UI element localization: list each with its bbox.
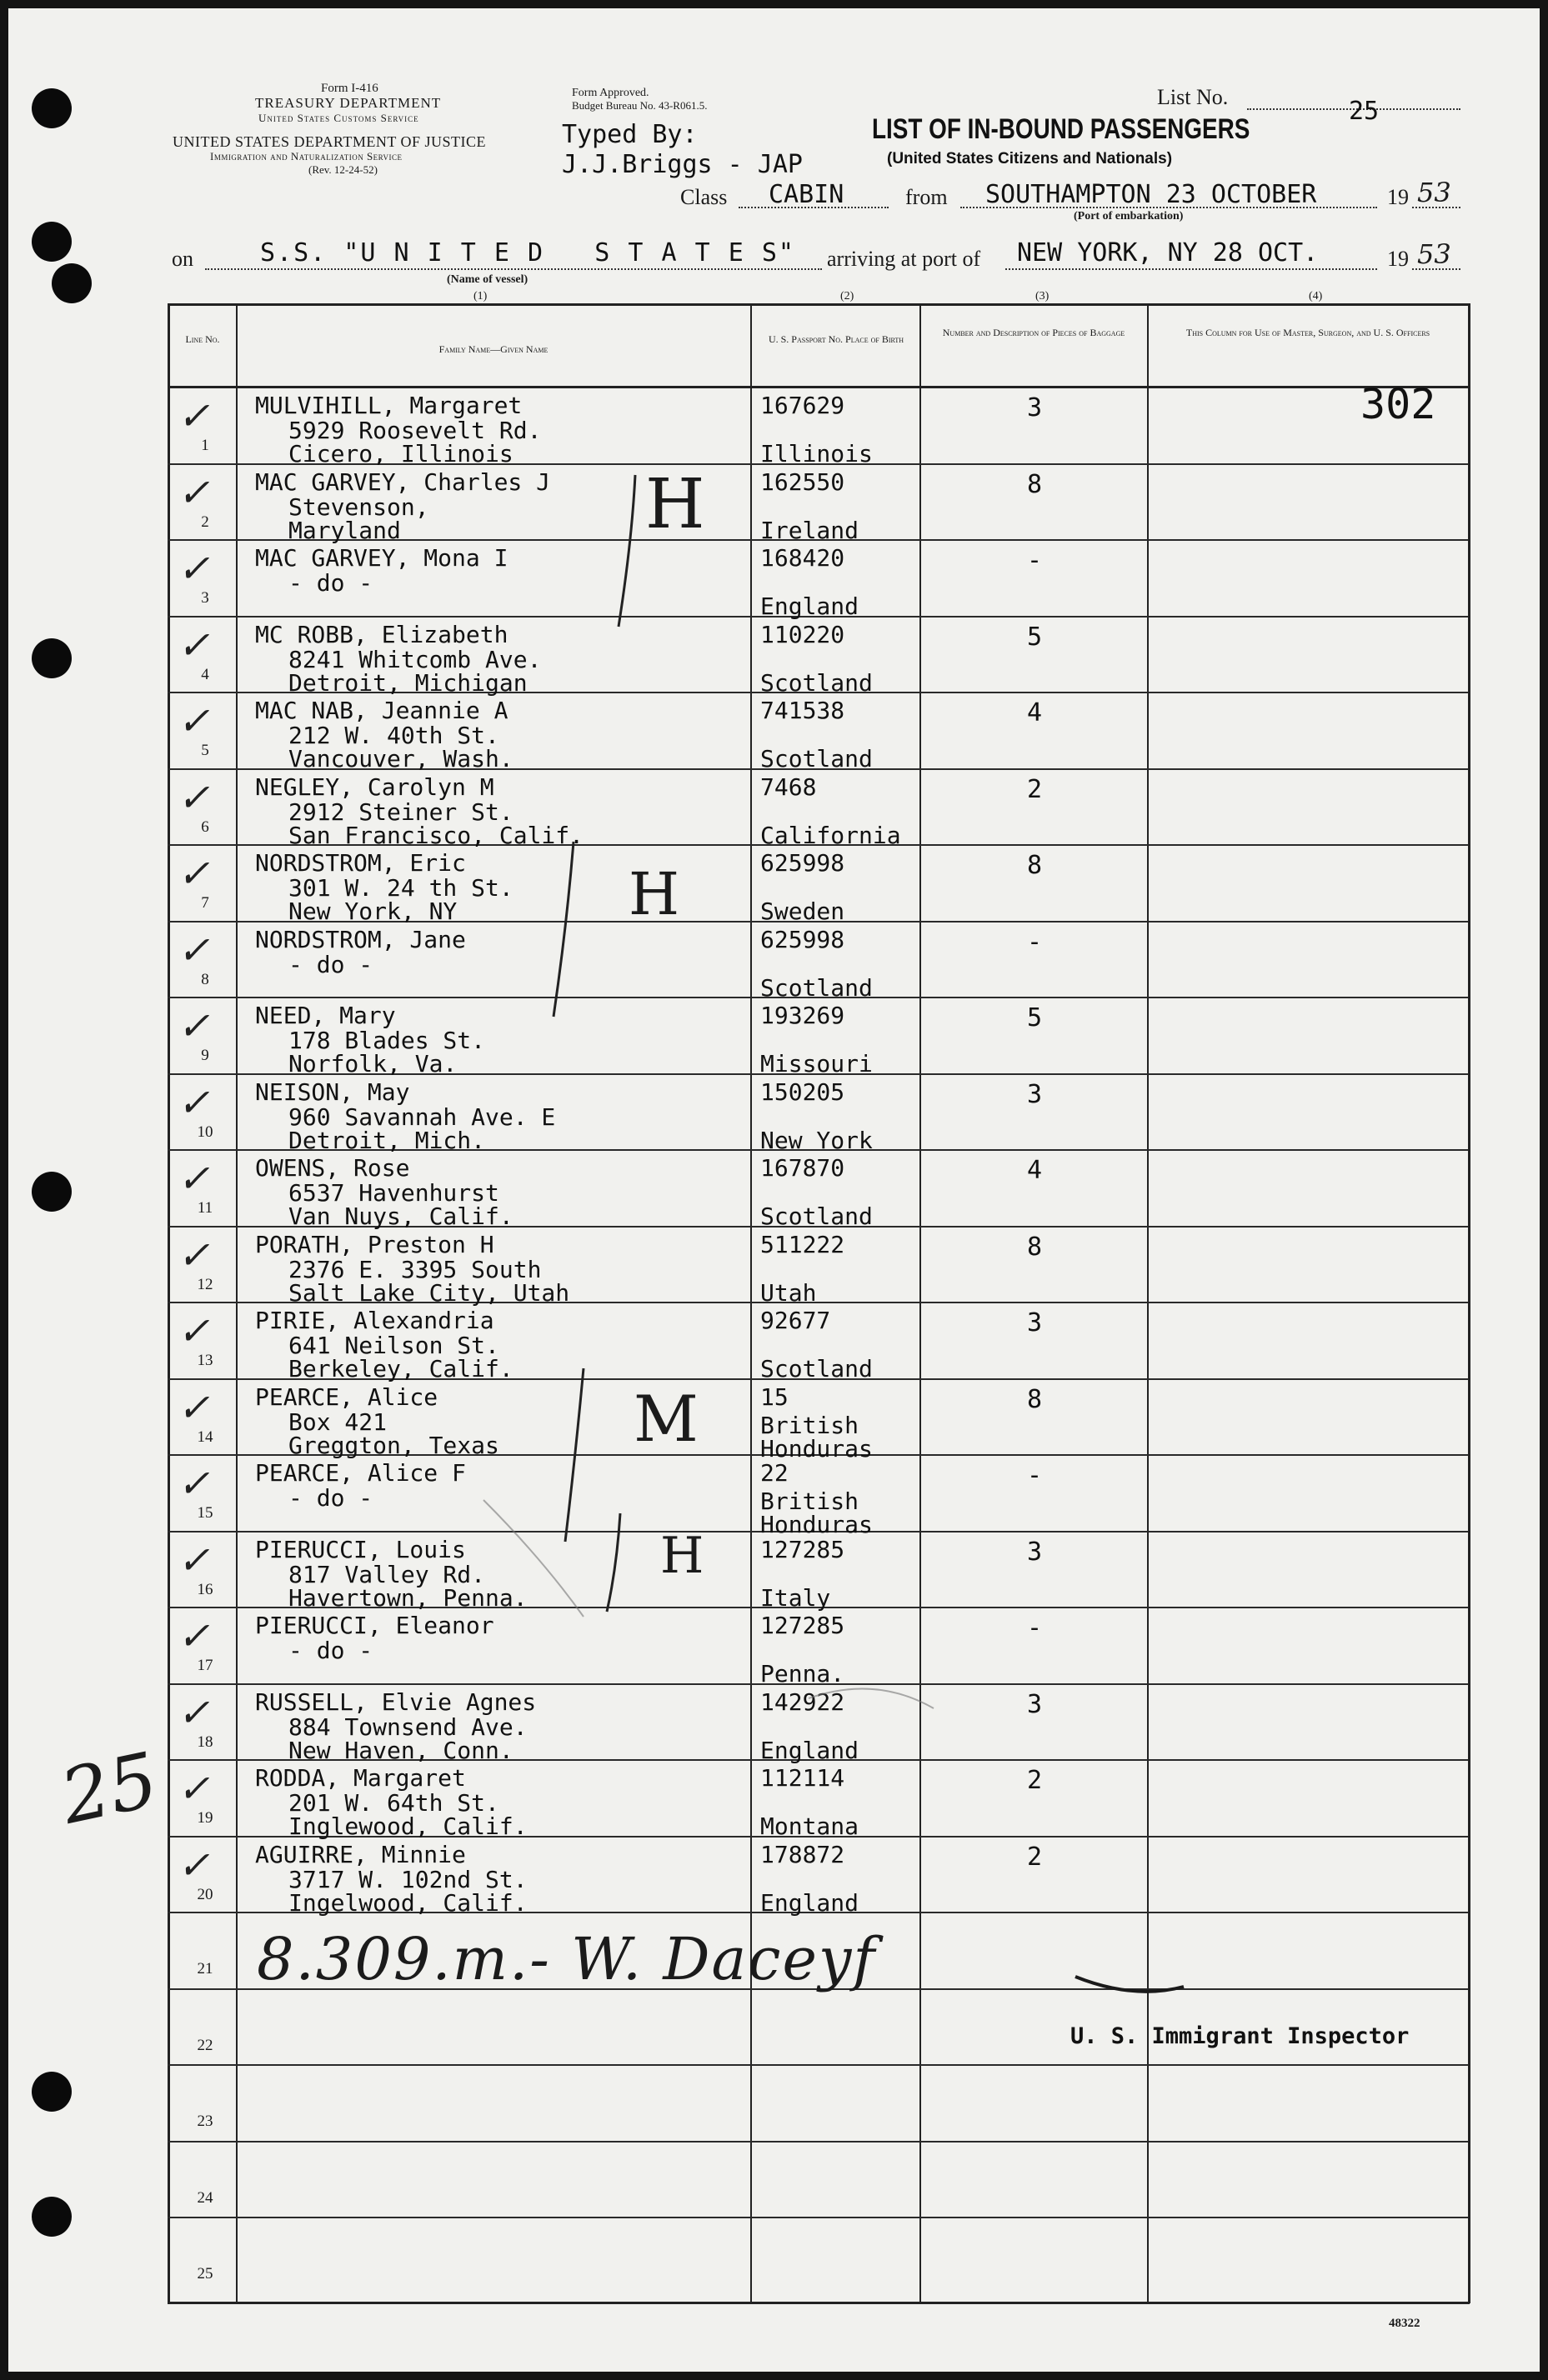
binder-hole xyxy=(32,2197,72,2237)
place-of-birth: British xyxy=(760,1411,859,1439)
checkmark-icon: ✓ xyxy=(178,1232,210,1278)
baggage-count: - xyxy=(1026,927,1043,957)
manifest-title: LIST OF IN-BOUND PASSENGERS xyxy=(872,113,1250,145)
handwritten-mark: H xyxy=(660,1527,704,1585)
passenger-address: Stevenson, xyxy=(288,492,429,521)
baggage-count: - xyxy=(1026,1461,1043,1490)
passenger-name: PORATH, Preston H xyxy=(255,1230,494,1258)
baggage-count: 3 xyxy=(1026,1689,1043,1719)
passenger-address: Box 421 xyxy=(288,1408,388,1436)
checkmark-icon: ✓ xyxy=(178,1384,210,1430)
binder-hole xyxy=(32,1172,72,1212)
passport-number: 142922 xyxy=(760,1688,845,1716)
passport-number: 178872 xyxy=(760,1840,845,1868)
passenger-address: Berkeley, Calif. xyxy=(288,1355,513,1382)
col-header-passport: U. S. Passport No. Place of Birth xyxy=(768,333,904,345)
baggage-count: 8 xyxy=(1026,469,1043,499)
binder-hole xyxy=(52,263,92,303)
year-prefix: 19 xyxy=(1387,185,1409,209)
baggage-count: 8 xyxy=(1026,1232,1043,1262)
arrival-fill xyxy=(1005,268,1377,270)
passport-number: 112114 xyxy=(760,1764,845,1792)
passenger-address: 178 Blades St. xyxy=(288,1027,486,1054)
place-of-birth: Scotland xyxy=(760,973,873,1002)
col-num-1: (1) xyxy=(473,290,488,302)
line-number: 8 xyxy=(201,970,209,988)
checkmark-icon: ✓ xyxy=(178,393,210,438)
typed-by-value: J.J.Briggs - JAP xyxy=(562,150,803,179)
binder-hole xyxy=(32,2072,72,2112)
checkmark-icon: ✓ xyxy=(178,622,210,668)
passport-number: 127285 xyxy=(760,1612,845,1639)
vessel-caption: (Name of vessel) xyxy=(447,273,529,286)
baggage-count: - xyxy=(1026,1613,1043,1642)
row-divider xyxy=(168,2141,1468,2142)
passenger-address: 2376 E. 3395 South xyxy=(288,1255,542,1283)
checkmark-icon: ✓ xyxy=(178,851,210,896)
line-number: 2 xyxy=(201,512,209,531)
passenger-name: NEGLEY, Carolyn M xyxy=(255,772,494,801)
place-of-birth: British xyxy=(760,1488,859,1515)
place-of-birth: Sweden xyxy=(760,898,845,925)
inspector-signature: 8.309.m.- W. Daceyf xyxy=(257,1925,877,1993)
passenger-address: 6537 Havenhurst xyxy=(288,1179,499,1207)
line-number: 4 xyxy=(201,665,209,683)
row-divider xyxy=(168,2064,1468,2066)
line-number: 11 xyxy=(197,1199,213,1217)
ins-label: Immigration and Naturalization Service xyxy=(210,150,403,162)
line-number: 24 xyxy=(197,2188,213,2207)
line-number: 22 xyxy=(197,2036,213,2054)
year-value-2: 53 xyxy=(1417,238,1451,270)
passenger-name: MAC NAB, Jeannie A xyxy=(255,697,508,724)
baggage-count: 3 xyxy=(1026,393,1043,422)
place-of-birth: England xyxy=(760,1888,859,1917)
passenger-name: MULVIHILL, Margaret xyxy=(255,392,523,419)
place-of-birth: England xyxy=(760,592,859,620)
passport-number: 625998 xyxy=(760,925,845,953)
rev-label: (Rev. 12-24-52) xyxy=(308,163,378,176)
line-number: 25 xyxy=(197,2265,213,2282)
line-number: 23 xyxy=(197,2112,213,2130)
passport-number: 150205 xyxy=(760,1078,845,1106)
passport-number: 193269 xyxy=(760,1002,845,1029)
handwritten-mark: H xyxy=(645,465,705,544)
passenger-address: San Francisco, Calif. xyxy=(288,821,584,849)
passport-number: 15 xyxy=(760,1382,789,1411)
passenger-name: MC ROBB, Elizabeth xyxy=(255,620,508,648)
class-value: CABIN xyxy=(769,180,844,209)
vessel-fill xyxy=(205,268,822,270)
passenger-address: 5929 Roosevelt Rd. xyxy=(288,417,542,444)
margin-number: 25 xyxy=(53,1736,166,1842)
line-number: 19 xyxy=(197,1809,213,1827)
line-number: 17 xyxy=(197,1657,213,1674)
passenger-address: Maryland xyxy=(288,516,401,544)
list-no-value: 25 xyxy=(1349,97,1380,126)
on-label: on xyxy=(172,247,193,271)
inspector-label: U. S. Immigrant Inspector xyxy=(1070,2023,1410,2049)
typed-by-label: Typed By: xyxy=(562,120,698,149)
vessel-name: S.S. "U N I T E D S T A T E S" xyxy=(260,238,795,268)
col-border xyxy=(750,303,752,2303)
baggage-count: 2 xyxy=(1026,774,1043,804)
place-of-birth: Honduras xyxy=(760,1511,873,1538)
checkmark-icon: ✓ xyxy=(178,1689,210,1735)
place-of-birth: Utah xyxy=(760,1278,817,1307)
passenger-name: PEARCE, Alice xyxy=(255,1382,438,1411)
binder-hole xyxy=(32,638,72,678)
passenger-name: OWENS, Rose xyxy=(255,1154,410,1182)
line-number: 5 xyxy=(201,742,209,759)
checkmark-icon: ✓ xyxy=(178,1766,210,1811)
checkmark-icon: ✓ xyxy=(178,1537,210,1582)
col-header-officers: This Column for Use of Master, Surgeon, and U. S. Officers xyxy=(1185,327,1430,338)
passenger-name: NEISON, May xyxy=(255,1078,410,1106)
passenger-name: PIERUCCI, Eleanor xyxy=(255,1612,494,1639)
checkmark-icon: ✓ xyxy=(178,698,210,743)
baggage-count: 3 xyxy=(1026,1079,1043,1109)
col-border xyxy=(1468,303,1470,2303)
officer-number: 302 xyxy=(1360,380,1436,428)
passport-number: 127285 xyxy=(760,1535,845,1563)
baggage-count: 8 xyxy=(1026,1384,1043,1414)
place-of-birth: Scotland xyxy=(760,745,873,772)
place-of-birth: Honduras xyxy=(760,1434,873,1462)
checkmark-icon: ✓ xyxy=(178,1308,210,1353)
baggage-count: 3 xyxy=(1026,1308,1043,1338)
year-prefix-2: 19 xyxy=(1387,247,1409,271)
passenger-address: - do - xyxy=(288,1484,373,1512)
place-of-birth: Montana xyxy=(760,1812,859,1840)
passenger-name: AGUIRRE, Minnie xyxy=(255,1840,466,1868)
handwritten-mark: H xyxy=(629,860,680,928)
passenger-address: 201 W. 64th St. xyxy=(288,1789,499,1817)
manifest-page xyxy=(8,8,1540,2372)
passenger-address: Greggton, Texas xyxy=(288,1431,499,1459)
passenger-name: MAC GARVEY, Charles J xyxy=(255,468,551,496)
col-header-baggage: Number and Description of Pieces of Baggage xyxy=(942,327,1125,338)
passport-number: 162550 xyxy=(760,468,845,496)
passport-number: 110220 xyxy=(760,620,845,648)
col-num-4: (4) xyxy=(1309,290,1323,302)
col-border xyxy=(1147,303,1149,2303)
checkmark-icon: ✓ xyxy=(178,1079,210,1125)
passenger-address: Detroit, Mich. xyxy=(288,1126,486,1154)
line-number: 12 xyxy=(197,1275,213,1293)
passport-number: 167870 xyxy=(760,1154,845,1182)
passenger-address: 8241 Whitcomb Ave. xyxy=(288,645,542,673)
passenger-address: Havertown, Penna. xyxy=(288,1583,528,1612)
passenger-address: Salt Lake City, Utah xyxy=(288,1278,570,1307)
passenger-address: New York, NY xyxy=(288,898,458,925)
passenger-name: NORDSTROM, Jane xyxy=(255,925,466,953)
line-number: 1 xyxy=(201,437,209,454)
line-number: 6 xyxy=(201,818,209,836)
line-number: 3 xyxy=(201,589,209,607)
row-divider xyxy=(168,2217,1468,2218)
checkmark-icon: ✓ xyxy=(178,469,210,515)
from-value: SOUTHAMPTON 23 OCTOBER xyxy=(985,180,1317,209)
place-of-birth: Penna. xyxy=(760,1660,845,1688)
baggage-count: 8 xyxy=(1026,851,1043,880)
baggage-count: 2 xyxy=(1026,1842,1043,1872)
passenger-address: Vancouver, Wash. xyxy=(288,745,513,772)
checkmark-icon: ✓ xyxy=(178,1613,210,1658)
line-number: 14 xyxy=(197,1428,213,1446)
passport-number: 168420 xyxy=(760,544,845,572)
passenger-address: Cicero, Illinois xyxy=(288,440,513,468)
passenger-name: PEARCE, Alice F xyxy=(255,1459,466,1487)
checkmark-icon: ✓ xyxy=(178,1156,210,1201)
place-of-birth: Scotland xyxy=(760,668,873,697)
arrival-value: NEW YORK, NY 28 OCT. xyxy=(1017,238,1319,268)
budget-bureau: Budget Bureau No. 43-R061.5. xyxy=(572,99,708,112)
year-value: 53 xyxy=(1417,177,1451,208)
passenger-address: Ingelwood, Calif. xyxy=(288,1888,528,1917)
col-header-name: Family Name—Given Name xyxy=(438,343,549,355)
baggage-count: 4 xyxy=(1026,1156,1043,1185)
passport-number: 741538 xyxy=(760,697,845,724)
passport-number: 7468 xyxy=(760,772,817,801)
line-number: 20 xyxy=(197,1885,213,1903)
line-number: 10 xyxy=(197,1122,213,1141)
baggage-count: - xyxy=(1026,546,1043,575)
line-number: 7 xyxy=(201,894,209,912)
table-bottom xyxy=(168,2302,1470,2304)
header-bottom xyxy=(168,386,1470,388)
place-of-birth: Ireland xyxy=(760,516,859,544)
justice-label: UNITED STATES DEPARTMENT OF JUSTICE xyxy=(173,133,487,150)
passenger-name: RUSSELL, Elvie Agnes xyxy=(255,1688,537,1716)
baggage-count: 5 xyxy=(1026,1003,1043,1032)
line-number: 15 xyxy=(197,1504,213,1522)
checkmark-icon: ✓ xyxy=(178,774,210,820)
manifest-subtitle: (United States Citizens and Nationals) xyxy=(887,150,1173,168)
arriving-label: arriving at port of xyxy=(827,247,981,271)
customs-label: United States Customs Service xyxy=(258,112,419,124)
passenger-address: - do - xyxy=(288,950,373,978)
place-of-birth: Illinois xyxy=(760,440,873,468)
line-number: 13 xyxy=(197,1352,213,1369)
place-of-birth: Scotland xyxy=(760,1202,873,1230)
binder-hole xyxy=(32,88,72,128)
line-number: 18 xyxy=(197,1732,213,1751)
passenger-name: PIERUCCI, Louis xyxy=(255,1535,466,1563)
col-header-line-no: Line No. xyxy=(185,333,220,345)
col-num-3: (3) xyxy=(1035,290,1050,302)
from-label: from xyxy=(905,185,948,209)
table-top xyxy=(168,303,1470,306)
line-number: 21 xyxy=(197,1960,213,1978)
passenger-address: - do - xyxy=(288,1637,373,1664)
passenger-address: Inglewood, Calif. xyxy=(288,1812,528,1840)
passport-number: 511222 xyxy=(760,1230,845,1258)
place-of-birth: California xyxy=(760,821,901,849)
passenger-name: NORDSTROM, Eric xyxy=(255,849,466,877)
treasury-label: TREASURY DEPARTMENT xyxy=(255,95,442,111)
binder-hole xyxy=(32,222,72,262)
passenger-address: Van Nuys, Calif. xyxy=(288,1202,513,1230)
passenger-address: - do - xyxy=(288,569,373,597)
passport-number: 625998 xyxy=(760,849,845,877)
passenger-address: 884 Townsend Ave. xyxy=(288,1712,528,1741)
handwritten-brackets xyxy=(8,8,1540,2372)
col-border xyxy=(919,303,921,2303)
passenger-address: Detroit, Michigan xyxy=(288,668,528,697)
baggage-count: 2 xyxy=(1026,1766,1043,1795)
passport-number: 92677 xyxy=(760,1307,831,1334)
handwritten-mark: M xyxy=(634,1382,699,1456)
place-of-birth: England xyxy=(760,1736,859,1764)
passenger-address: 2912 Steiner St. xyxy=(288,798,513,826)
passenger-address: 212 W. 40th St. xyxy=(288,722,499,749)
passenger-address: 960 Savannah Ave. E xyxy=(288,1102,556,1131)
checkmark-icon: ✓ xyxy=(178,1461,210,1506)
form-number-footer: 48322 xyxy=(1389,2317,1420,2330)
passenger-name: PIRIE, Alexandria xyxy=(255,1307,494,1334)
port-embark-caption: (Port of embarkation) xyxy=(1074,210,1184,222)
form-approved: Form Approved. xyxy=(572,87,649,99)
checkmark-icon: ✓ xyxy=(178,1003,210,1048)
place-of-birth: Missouri xyxy=(760,1050,873,1078)
col-num-2: (2) xyxy=(840,290,854,302)
passenger-name: MAC GARVEY, Mona I xyxy=(255,544,508,572)
place-of-birth: Scotland xyxy=(760,1355,873,1382)
form-number: Form I-416 xyxy=(321,82,378,95)
passenger-address: 817 Valley Rd. xyxy=(288,1560,486,1588)
checkmark-icon: ✓ xyxy=(178,927,210,972)
baggage-count: 5 xyxy=(1026,622,1043,652)
passenger-address: New Haven, Conn. xyxy=(288,1736,513,1764)
class-label: Class xyxy=(680,185,728,209)
passenger-name: RODDA, Margaret xyxy=(255,1764,466,1792)
passport-number: 167629 xyxy=(760,392,845,419)
checkmark-icon: ✓ xyxy=(178,546,210,591)
passenger-address: 3717 W. 102nd St. xyxy=(288,1865,528,1893)
checkmark-icon: ✓ xyxy=(178,1842,210,1888)
baggage-count: 3 xyxy=(1026,1537,1043,1567)
passenger-address: Norfolk, Va. xyxy=(288,1050,458,1078)
place-of-birth: Italy xyxy=(760,1583,831,1612)
line-number: 9 xyxy=(201,1047,209,1064)
baggage-count: 4 xyxy=(1026,698,1043,728)
passenger-address: 641 Neilson St. xyxy=(288,1332,499,1359)
list-no-label: List No. xyxy=(1157,85,1229,109)
passenger-address: 301 W. 24 th St. xyxy=(288,874,513,902)
place-of-birth: New York xyxy=(760,1126,873,1154)
passport-number: 22 xyxy=(760,1459,789,1487)
line-number: 16 xyxy=(197,1580,213,1598)
passenger-name: NEED, Mary xyxy=(255,1002,396,1029)
